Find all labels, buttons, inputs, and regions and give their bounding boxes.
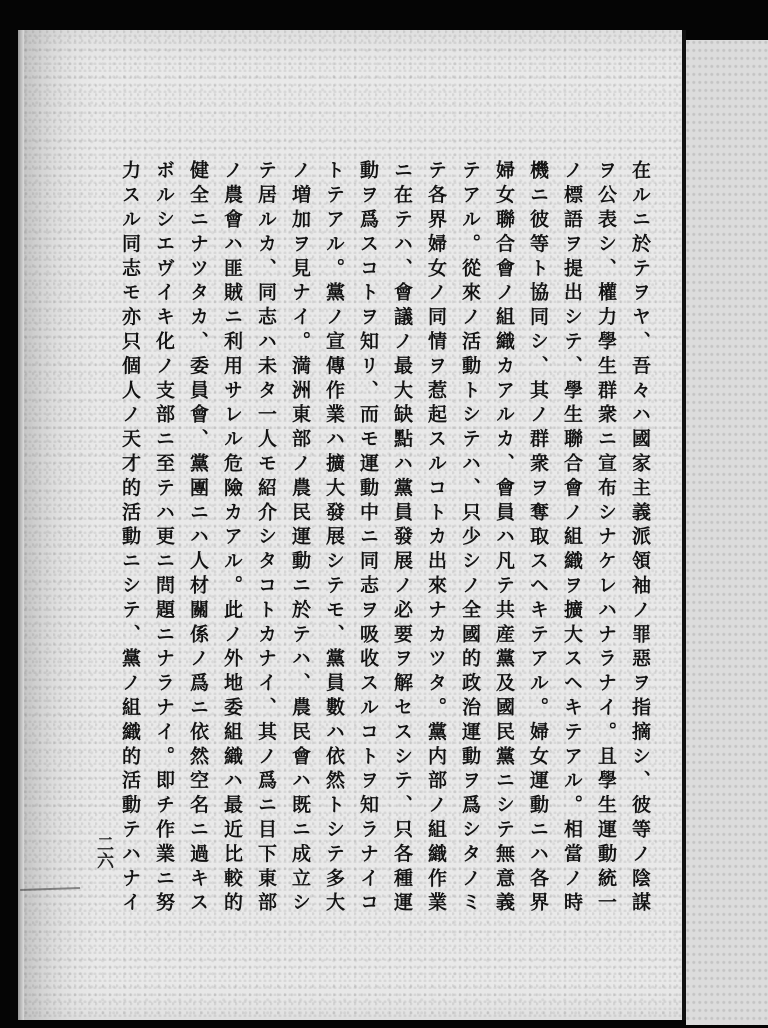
vertical-text-block bbox=[112, 160, 652, 920]
text-column-3: ノ標語ヲ提出シテ、學生聯合會ノ組織ヲ擴大スヘキテアル。相當ノ時 bbox=[561, 160, 583, 917]
adjacent-page bbox=[686, 40, 768, 1025]
scan-smudge bbox=[20, 879, 80, 891]
text-column-2: ヲ公表シ、權力學生群衆ニ宣布シナケレハナラナイ。且學生運動統一 bbox=[595, 160, 617, 917]
text-column-15: ボルシエヴイキ化ノ支部ニ至テハ更ニ問題ニナラナイ。即チ作業ニ努 bbox=[153, 160, 175, 917]
page-edge-shadow bbox=[18, 30, 24, 1020]
text-column-9: 動ヲ爲スコトヲ知リ、而モ運動中ニ同志ヲ吸收スルコトヲ知ラナイコ bbox=[357, 160, 379, 917]
text-column-5: 婦女聯合會ノ組織カアルカ、會員ハ凡テ共産黨及國民黨ニシテ無意義 bbox=[493, 160, 515, 917]
text-column-10: トテアル。黨ノ宣傳作業ハ擴大發展シテモ、黨員數ハ依然トシテ多大 bbox=[323, 160, 345, 917]
text-column-16: 力スル同志モ亦只個人ノ天才的活動ニシテ、黨ノ組織的活動テハナイ bbox=[119, 160, 141, 917]
text-column-7: テ各界婦女ノ同情ヲ惹起スルコトカ出來ナカツタ。黨内部ノ組織作業 bbox=[425, 160, 447, 917]
book-spine bbox=[682, 30, 686, 1020]
text-column-14: 健全ニナツタカ、委員會、黨團ニハ人材關係ノ爲ニ依然空名ニ過キス bbox=[187, 160, 209, 917]
text-column-8: ニ在テハ、會議ノ最大缺點ハ黨員發展ノ必要ヲ解セスシテ、只各種運 bbox=[391, 160, 413, 917]
text-column-12: テ居ルカ、同志ハ未タ一人モ紹介シタコトカナイ、其ノ爲ニ目下東部 bbox=[255, 160, 277, 917]
text-column-4: 機ニ彼等ト協同シ、其ノ群衆ヲ奪取スヘキテアル。婦女運動ニハ各界 bbox=[527, 160, 549, 917]
text-column-1: 在ルニ於テヲヤ、吾々ハ國家主義派領袖ノ罪惡ヲ指摘シ、彼等ノ陰謀 bbox=[629, 160, 651, 917]
text-column-6: テアル。從來ノ活動トシテハ、只少シノ全國的政治運動ヲ爲シタノミ bbox=[459, 160, 481, 917]
page-number: 二六 bbox=[93, 835, 113, 869]
text-column-13: ノ農會ハ匪賊ニ利用サレル危險カアル。此ノ外地委組織ハ最近比較的 bbox=[221, 160, 243, 917]
text-column-11: ノ増加ヲ見ナイ。満洲東部ノ農民運動ニ於テハ、農民會ハ既ニ成立シ bbox=[289, 160, 311, 917]
